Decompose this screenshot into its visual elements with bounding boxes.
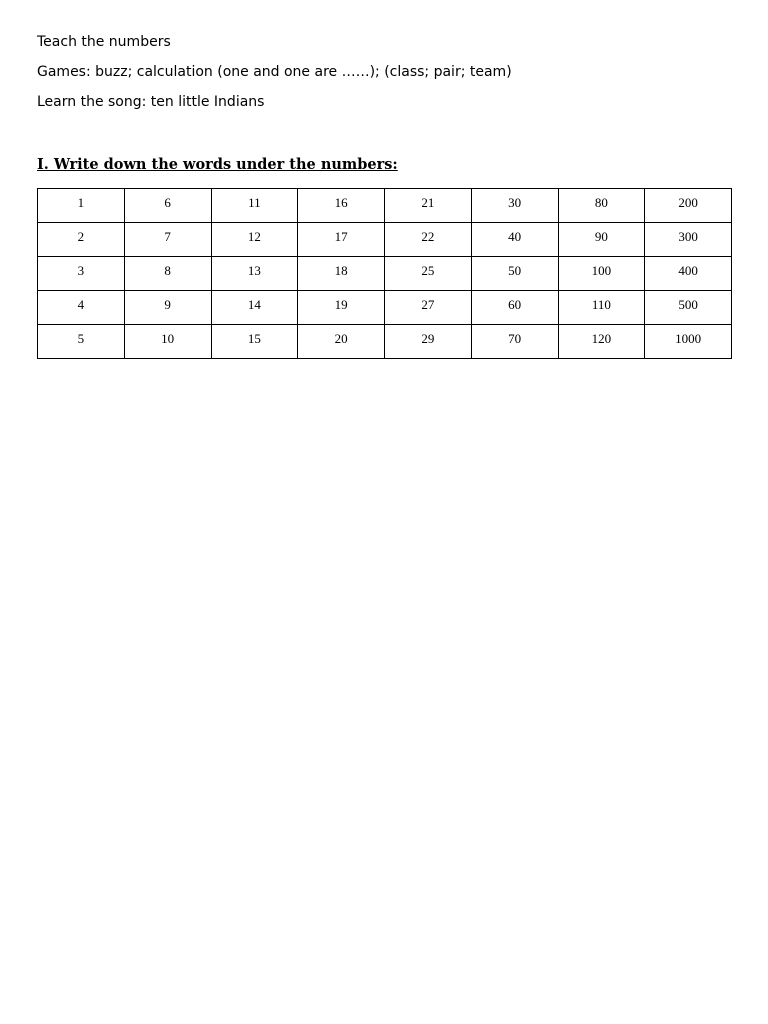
table-cell <box>471 325 558 359</box>
cell-number: 27 <box>421 297 435 312</box>
cell-number: 11 <box>248 195 261 210</box>
cell-number: 300 <box>678 229 698 244</box>
cell-number: 4 <box>77 297 85 312</box>
table-cell <box>645 325 732 359</box>
cell-number: 13 <box>247 263 261 278</box>
table-row <box>38 189 732 223</box>
cell-number: 30 <box>508 195 522 210</box>
table-cell <box>211 291 298 325</box>
table-cell <box>38 325 125 359</box>
table-cell <box>385 291 472 325</box>
intro-line-song: Learn the song: ten little Indians <box>37 94 265 110</box>
cell-number: 50 <box>508 263 522 278</box>
table-cell <box>558 223 645 257</box>
table-cell <box>124 189 211 223</box>
table-row <box>38 257 732 291</box>
table-cell <box>211 257 298 291</box>
cell-number: 15 <box>247 331 261 346</box>
table-cell <box>38 291 125 325</box>
cell-number: 18 <box>334 263 348 278</box>
cell-number: 7 <box>164 229 171 244</box>
cell-number: 9 <box>164 297 171 312</box>
table-row <box>38 291 732 325</box>
cell-number: 20 <box>334 331 348 346</box>
cell-number: 8 <box>164 263 171 278</box>
table-cell <box>558 291 645 325</box>
cell-number: 5 <box>77 331 85 346</box>
table-row <box>38 325 732 359</box>
cell-number: 200 <box>678 195 698 210</box>
cell-number: 60 <box>508 297 522 312</box>
exercise-heading: I. Write down the words under the numbers: <box>37 156 398 173</box>
cell-number: 25 <box>421 263 435 278</box>
table-cell <box>385 223 472 257</box>
cell-number: 500 <box>678 297 698 312</box>
table-cell <box>645 257 732 291</box>
table-cell <box>124 325 211 359</box>
table-cell <box>211 223 298 257</box>
table-cell <box>298 257 385 291</box>
table-cell <box>471 291 558 325</box>
table-cell <box>38 189 125 223</box>
table-cell <box>471 223 558 257</box>
cell-number: 90 <box>594 229 608 244</box>
cell-number: 10 <box>161 331 175 346</box>
cell-number: 6 <box>164 195 171 210</box>
cell-number: 80 <box>594 195 608 210</box>
table-cell <box>124 257 211 291</box>
cell-number: 12 <box>247 229 261 244</box>
cell-number: 16 <box>334 195 348 210</box>
cell-number: 110 <box>591 297 611 312</box>
cell-number: 100 <box>591 263 612 278</box>
intro-line-games: Games: buzz; calculation (one and one are ……); (class; pair; team) <box>37 64 512 80</box>
table-cell <box>385 257 472 291</box>
cell-number: 14 <box>247 297 261 312</box>
table-cell <box>385 189 472 223</box>
table-cell <box>298 291 385 325</box>
intro-line-teach-numbers: Teach the numbers <box>37 34 171 50</box>
table-row <box>38 223 732 257</box>
table-cell <box>38 257 125 291</box>
table-cell <box>298 325 385 359</box>
table-cell <box>558 257 645 291</box>
table-cell <box>385 325 472 359</box>
cell-number: 17 <box>334 229 348 244</box>
cell-number: 21 <box>421 195 435 210</box>
table-cell <box>558 325 645 359</box>
table-cell <box>558 189 645 223</box>
cell-number: 3 <box>77 263 85 278</box>
table-cell <box>645 189 732 223</box>
cell-number: 400 <box>678 263 698 278</box>
cell-number: 19 <box>334 297 348 312</box>
table-cell <box>124 223 211 257</box>
numbers-table <box>37 188 732 359</box>
table-cell <box>211 189 298 223</box>
cell-number: 40 <box>508 229 522 244</box>
table-cell <box>211 325 298 359</box>
cell-number: 22 <box>421 229 435 244</box>
cell-number: 70 <box>508 331 522 346</box>
table-cell <box>38 223 125 257</box>
table-cell <box>645 291 732 325</box>
table-cell <box>471 257 558 291</box>
table-cell <box>298 189 385 223</box>
cell-number: 120 <box>591 331 612 346</box>
table-cell <box>298 223 385 257</box>
table-cell <box>645 223 732 257</box>
table-cell <box>471 189 558 223</box>
cell-number: 1 <box>77 195 85 210</box>
table-cell <box>124 291 211 325</box>
cell-number: 29 <box>421 331 435 346</box>
cell-number: 2 <box>77 229 85 244</box>
cell-number: 1000 <box>675 331 702 346</box>
